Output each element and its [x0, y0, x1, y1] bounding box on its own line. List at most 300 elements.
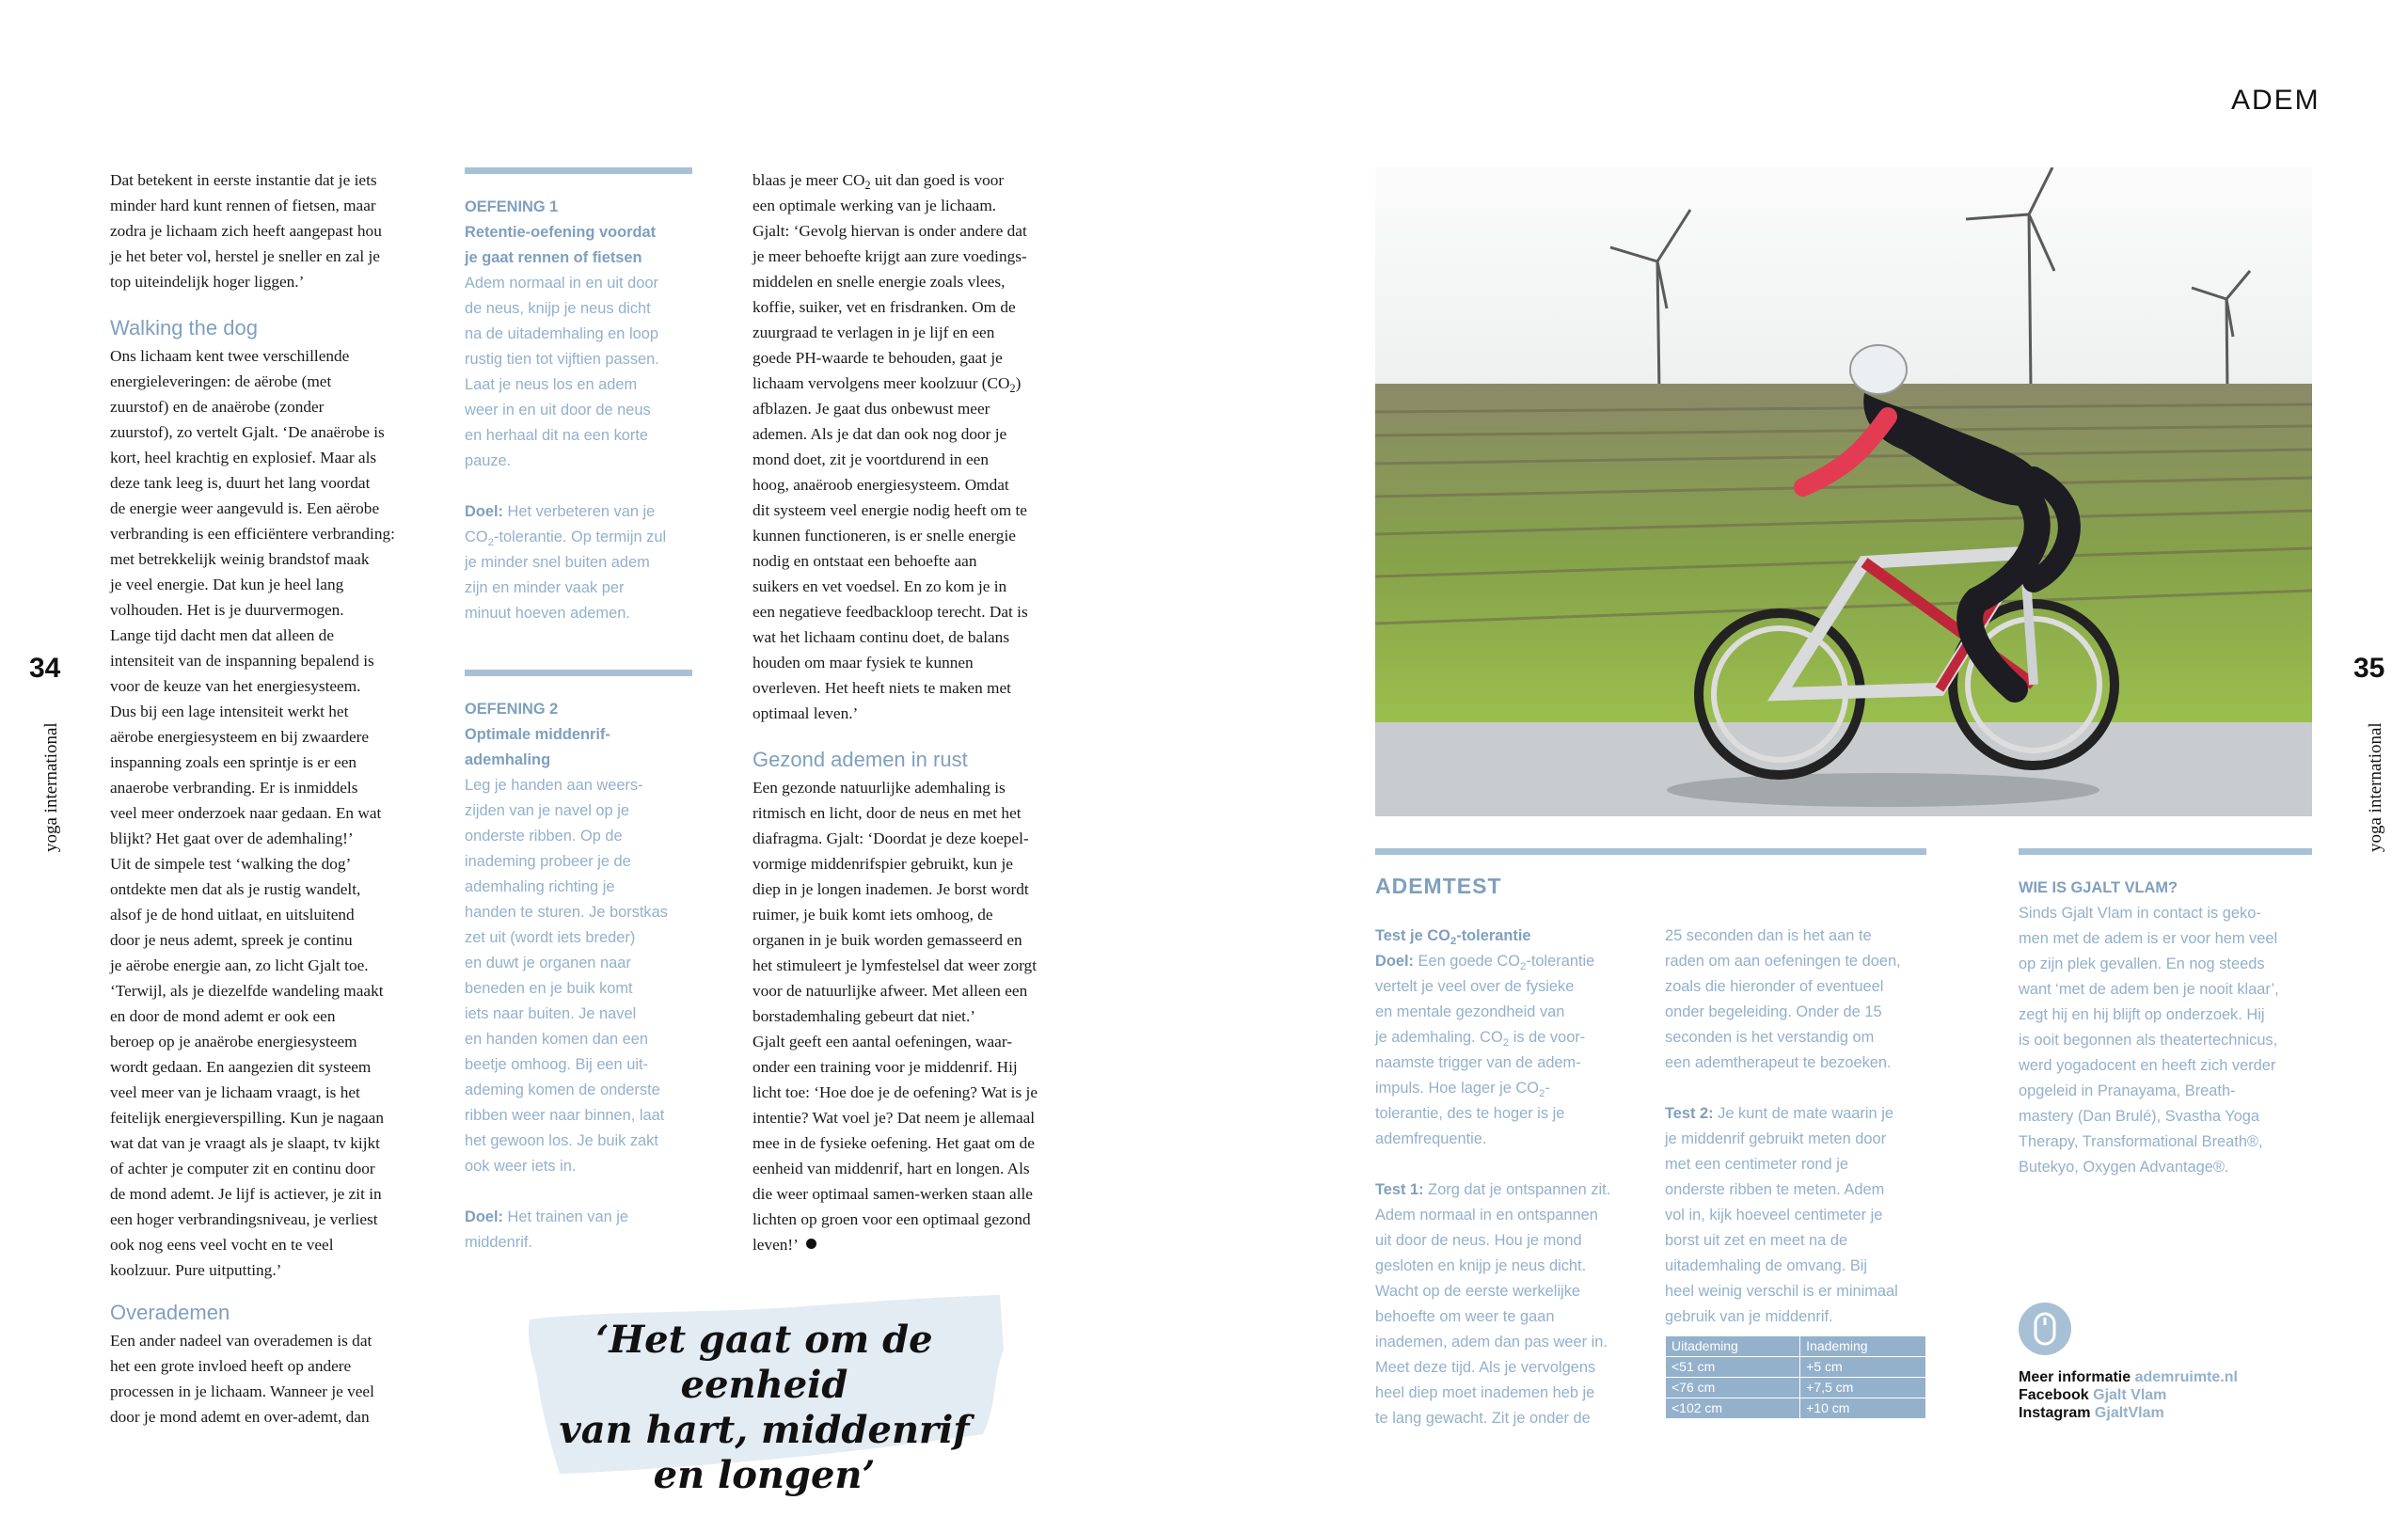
table-cell: +7,5 cm: [1800, 1378, 1926, 1398]
text-line: energieleveringen: de aërobe (met: [110, 372, 332, 390]
table-row: [1666, 1357, 1926, 1378]
test-2: [1665, 1101, 1938, 1330]
text-line: het een grote invloed heeft op andere: [110, 1357, 352, 1375]
test-2-line-text: gebruik van je middenrif.: [1665, 1308, 1833, 1325]
exercise-title-line: Retentie-oefening voordat: [465, 224, 657, 241]
text-line: [752, 294, 1054, 320]
exercise-2-title: [465, 722, 692, 773]
pull-quote-line: van hart, middenrif: [559, 1408, 970, 1452]
test-2-line-text: onderste ribben te meten. Adem: [1665, 1181, 1885, 1198]
goal-line: [1375, 949, 1648, 974]
text-line: die weer optimaal samen-werken staan alle: [752, 1185, 1033, 1203]
table-header-cell: Inademing: [1800, 1336, 1926, 1357]
exercise-2-goal: [465, 1205, 692, 1256]
text-line: borstademhaling gebeurt dat niet.’: [752, 1007, 976, 1025]
text-line: intentie? Wat voel je? Dat neem je allemaal: [752, 1109, 1036, 1127]
text-line: je veel energie. Dat kun je heel lang: [110, 576, 344, 593]
test-2-line-text: heel weinig verschil is er minimaal: [1665, 1283, 1898, 1300]
text-line-segment: zuurgraad te verlagen in je lijf en een: [752, 324, 995, 341]
test-1-continued: [1665, 924, 1938, 1076]
text-line: vormige middenrifspier gebruikt, kun je: [752, 855, 1013, 873]
test-2-line-label: Test 2:: [1665, 1105, 1714, 1122]
exercise-text-line: na de uitademhaling en loop: [465, 325, 658, 342]
text-line: wordt gedaan. En aangezien dit systeem: [110, 1058, 372, 1076]
text-line: inspanning zoals een sprintje is er een: [110, 753, 357, 771]
ademtest-column-2: [1665, 924, 1938, 1419]
about-line: Sinds Gjalt Vlam in contact is geko-: [2019, 905, 2261, 922]
ademtest-column-1: [1375, 924, 1648, 1431]
test-text-line: 25 seconden dan is het aan te: [1665, 927, 1872, 944]
test-1-line: [1375, 1355, 1648, 1381]
test-2-line: [1665, 1101, 1938, 1127]
text-line: verbranding is een efficiëntere verbranding:: [110, 525, 395, 543]
goal-line-segment: is de voor-: [1509, 1029, 1586, 1046]
magazine-name-right: yoga international: [2366, 722, 2385, 852]
exercise-text-line: en herhaal dit na een korte: [465, 427, 649, 444]
test-2-line-text: uitademhaling de omvang. Bij: [1665, 1257, 1868, 1274]
goal-line-segment: tolerantie, des te hoger is je: [1375, 1105, 1565, 1122]
instagram-label: Instagram: [2019, 1405, 2091, 1421]
text-line: Dus bij een lage intensiteit werkt het: [110, 703, 349, 720]
facebook-line: [2019, 1386, 2312, 1404]
text-line: of achter je computer zit en continu door: [110, 1160, 375, 1177]
text-line: voor de natuurlijke afweer. Met alleen een: [752, 982, 1028, 1000]
text-line: door je neus ademt, spreek je continu: [110, 931, 353, 949]
text-line: beroep op je anaërobe energiesysteem: [110, 1033, 357, 1050]
exercise-1-goal-text-5: minuut hoeven ademen.: [465, 605, 630, 622]
intro-paragraph: [110, 167, 411, 294]
test-2-line-text: Je kunt de mate waarin je: [1713, 1105, 1893, 1122]
mouse-icon: [2019, 1303, 2071, 1355]
exercises-column: [465, 167, 692, 1256]
exercise-text-line: zijden van je navel op je: [465, 802, 629, 819]
text-line: aërobe energiesysteem en bij zwaardere: [110, 728, 370, 746]
test-heading-co: Test je CO: [1375, 927, 1450, 944]
exercise-text-line: en duwt je organen naar: [465, 955, 631, 971]
pull-quote-line: en longen’: [653, 1453, 876, 1497]
section-tag: ADEM: [2231, 85, 2321, 116]
text-line-segment: 2: [1009, 382, 1016, 395]
text-line: top uiteindelijk hoger liggen.’: [110, 273, 305, 291]
goal-line-segment: naamste trigger van de adem-: [1375, 1054, 1581, 1071]
test-1-line: [1375, 1228, 1648, 1254]
test-text-line: een ademtherapeut te bezoeken.: [1665, 1054, 1892, 1071]
text-line: organen in je buik worden gemasseerd en: [752, 931, 1022, 949]
more-info-label: Meer informatie: [2019, 1369, 2131, 1385]
test-2-line: [1665, 1203, 1938, 1228]
exercise-1-goal-text-3: je minder snel buiten adem: [465, 554, 650, 571]
exercise-text-line: het gewoon los. Je buik zakt: [465, 1132, 658, 1149]
exercise-title-line: ademhaling: [465, 751, 551, 768]
about-line: want ‘met de adem ben je nooit klaar’,: [2019, 981, 2279, 998]
text-line: [752, 345, 1054, 371]
text-line: [752, 244, 1054, 269]
test-1-line: [1375, 1203, 1648, 1228]
exercise-2-body: [465, 773, 692, 1179]
text-line: mee in de fysieke oefening. Het gaat om de: [752, 1134, 1035, 1152]
goal-line-segment: impuls. Hoe lager je CO: [1375, 1080, 1539, 1097]
test-1-line: [1375, 1304, 1648, 1330]
text-line: [752, 498, 1054, 523]
exercise-2-goal-text: Het trainen van je: [502, 1208, 629, 1225]
about-line: werd yogadocent en heeft zich verder: [2019, 1057, 2276, 1074]
instagram-line: [2019, 1404, 2312, 1422]
facebook-label: Facebook: [2019, 1387, 2089, 1403]
text-line: [752, 701, 1054, 726]
text-line: voor de keuze van het energiesysteem.: [110, 677, 361, 695]
walking-paragraph: [110, 343, 411, 1283]
text-line: leven!’: [752, 1232, 1054, 1257]
goal-line: [1375, 1000, 1648, 1025]
test-2-line-text: je middenrif gebruikt meten door: [1665, 1130, 1887, 1147]
goal-line: [1375, 1050, 1648, 1076]
text-line: ook nog eens veel vocht en te veel: [110, 1236, 334, 1254]
table-cell: +10 cm: [1800, 1398, 1926, 1419]
test-1-line: [1375, 1177, 1648, 1203]
test-goal: [1375, 949, 1648, 1152]
text-line: diafragma. Gjalt: ‘Doordat je deze koepel-: [752, 829, 1029, 847]
magazine-name-left: yoga international: [41, 722, 61, 852]
test-1-line-text: Wacht op de eerste werkelijke: [1375, 1283, 1581, 1300]
test-2-line-text: vol in, kijk hoeveel centimeter je: [1665, 1207, 1883, 1224]
text-line: zuurstof) en de anaërobe (zonder: [110, 398, 325, 416]
heading-overademen: Overademen: [110, 1301, 230, 1324]
text-line: een hoger verbrandingsniveau, je verliest: [110, 1210, 378, 1228]
text-line: [752, 650, 1054, 675]
goal-line: [1375, 1127, 1648, 1152]
text-line-segment: optimaal leven.’: [752, 704, 859, 722]
text-line: processen in je lichaam. Wanneer je veel: [110, 1382, 374, 1400]
end-mark-icon: [806, 1239, 816, 1249]
text-line: de energie weer aangevuld is. Een aërobe: [110, 499, 380, 517]
text-line-segment: houden om maar fysiek te kunnen: [752, 654, 974, 671]
text-line: [752, 193, 1054, 218]
test-1-line: [1375, 1254, 1648, 1279]
exercise-1-goal-text-2: -tolerantie. Op termijn zul: [493, 529, 667, 545]
text-line: [752, 421, 1054, 447]
exercise-1-goal-text: Het verbeteren van je: [502, 503, 656, 520]
text-line-segment: goede PH-waarde te behouden, gaat je: [752, 349, 1003, 367]
text-line: diep in je longen inademen. Je borst wordt: [752, 880, 1029, 898]
goal-line-segment: 2: [1519, 961, 1527, 972]
text-line: ontdekte men dat als je rustig wandelt,: [110, 880, 361, 898]
test-2-line: [1665, 1254, 1938, 1279]
about-line: opgeleid in Pranayama, Breath-: [2019, 1082, 2236, 1099]
column-3-paragraph-2: [752, 775, 1054, 1257]
exercise-text-line: zet uit (wordt iets breder): [465, 929, 636, 946]
text-line: de mond ademt. Je lijf is actiever, je zit in: [110, 1185, 382, 1203]
text-line: volhouden. Het is je duurvermogen.: [110, 601, 344, 619]
test-1-line-text: uit door de neus. Hou je mond: [1375, 1232, 1582, 1249]
text-line: minder hard kunt rennen of fietsen, maar: [110, 197, 376, 214]
test-2-line-text: borst uit zet en meet na de: [1665, 1232, 1848, 1249]
about-line: men met de adem is er voor hem veel: [2019, 930, 2278, 947]
goal-line: [1375, 1076, 1648, 1101]
text-line: [752, 675, 1054, 701]
table-cell: +5 cm: [1800, 1357, 1926, 1378]
goal-line-segment: Een goede CO: [1413, 953, 1520, 970]
text-line: [752, 523, 1054, 548]
exercise-2-rule: [465, 670, 692, 676]
exercise-2-goal-text-2: middenrif.: [465, 1234, 532, 1251]
text-line-segment: nodig en ontstaat een behoefte aan: [752, 552, 977, 570]
exercise-1-body: [465, 271, 692, 474]
exercise-text-line: handen te sturen. Je borstkas: [465, 904, 668, 921]
test-text-line: onder begeleiding. Onder de 15: [1665, 1003, 1882, 1020]
table-row: [1666, 1398, 1926, 1419]
exercise-text-line: inademing probeer je de: [465, 853, 631, 870]
about-line: Butekyo, Oxygen Advantage®.: [2019, 1159, 2229, 1176]
test-1: [1375, 1177, 1648, 1431]
cyclist-illustration: [1375, 167, 2312, 816]
text-line: zodra je lichaam zich heeft aangepast hou: [110, 222, 382, 240]
goal-line-label: Doel:: [1375, 953, 1414, 970]
test-text-line: zoals die hieronder of eventueel: [1665, 978, 1884, 995]
overademen-paragraph: [110, 1328, 411, 1429]
text-line: [752, 472, 1054, 498]
exercise-1-label: OEFENING 1: [465, 198, 559, 215]
text-line: kort, heel krachtig en explosief. Maar als: [110, 449, 377, 466]
exercise-2-goal-label: Doel:: [465, 1208, 503, 1225]
test-1-line-text: te lang gewacht. Zit je onder de: [1375, 1410, 1591, 1427]
text-line: Een ander nadeel van overademen is dat: [110, 1332, 372, 1350]
exercise-title-line: je gaat rennen of fietsen: [465, 249, 642, 266]
exercise-1-goal-text-4: zijn en minder vaak per: [465, 579, 625, 596]
exercise-text-line: pauze.: [465, 452, 512, 469]
text-line: lichten op groen voor een optimaal gezond: [752, 1210, 1031, 1228]
test-1-line: [1375, 1279, 1648, 1304]
text-line: deze tank leeg is, duurt het lang voordat: [110, 474, 371, 492]
goal-line-segment: je ademhaling. CO: [1375, 1029, 1503, 1046]
text-line-segment: mond doet, zit je voortdurend in een: [752, 450, 989, 468]
test-1-line-text: Meet deze tijd. Als je vervolgens: [1375, 1359, 1596, 1376]
text-line: je aërobe energie aan, zo licht Gjalt toe.: [110, 956, 369, 974]
text-line: Gjalt geeft een aantal oefeningen, waar-: [752, 1033, 1013, 1050]
goal-line-segment: -tolerantie: [1526, 953, 1595, 970]
exercise-text-line: en handen komen dan een: [465, 1031, 649, 1048]
exercise-text-line: ribben weer naar binnen, laat: [465, 1107, 665, 1124]
heading-gezond-ademen: Gezond ademen in rust: [752, 748, 968, 771]
exercise-text-line: beneden en je buik komt: [465, 980, 633, 997]
text-line: anaerobe verbranding. Er is inmiddels: [110, 779, 358, 797]
text-line: [752, 269, 1054, 294]
goal-line-segment: vertelt je veel over de fysieke: [1375, 978, 1575, 995]
exercise-2-label: OEFENING 2: [465, 701, 559, 718]
test-1-line-text: Zorg dat je ontspannen zit.: [1423, 1181, 1611, 1198]
more-info-line: [2019, 1368, 2312, 1386]
text-line: [752, 320, 1054, 345]
text-line-segment: lichaam vervolgens meer koolzuur (CO: [752, 374, 1010, 392]
exercise-text-line: ademhaling richting je: [465, 878, 615, 895]
test-heading-sub: 2: [1450, 936, 1457, 947]
text-line-segment: ): [1015, 374, 1022, 392]
about-line: mastery (Dan Brulé), Svastha Yoga: [2019, 1108, 2260, 1125]
text-line-segment: overleven. Het heeft niets te maken met: [752, 679, 1011, 697]
text-line: veel meer onderzoek naar gedaan. En wat: [110, 804, 382, 822]
exercise-text-line: ademing komen de onderste: [465, 1082, 660, 1098]
text-line: zuurstof), zo vertelt Gjalt. ‘De anaërobe is: [110, 423, 385, 441]
text-line: licht toe: ‘Hoe doe je de oefening? Wat is je: [752, 1083, 1038, 1101]
goal-line: [1375, 1025, 1648, 1050]
about-line: op zijn plek gevallen. En nog steeds: [2019, 956, 2265, 972]
exercise-1-rule: [465, 167, 692, 174]
text-line-segment: een optimale werking van je lichaam.: [752, 197, 997, 214]
goal-line-segment: -: [1545, 1080, 1550, 1097]
goal-line: [1375, 1101, 1648, 1127]
text-line: [752, 371, 1054, 396]
table-cell: <51 cm: [1666, 1357, 1800, 1378]
text-line: wat dat van je vraagt als je slaapt, tv kijkt: [110, 1134, 380, 1152]
text-line: [752, 396, 1054, 421]
test-2-line: [1665, 1228, 1938, 1254]
text-line: [752, 574, 1054, 599]
about-title: WIE IS GJALT VLAM?: [2019, 879, 2178, 896]
text-line-segment: hoog, anaëroob energiesysteem. Omdat: [752, 476, 1009, 494]
text-line: [752, 167, 1054, 193]
text-line-segment: blaas je meer CO: [752, 171, 865, 189]
text-line: intensiteit van de inspanning bepalend is: [110, 652, 374, 670]
table-row: [1666, 1378, 1926, 1398]
article-column-3: [752, 167, 1054, 1257]
text-line: Dat betekent in eerste instantie dat je iets: [110, 171, 377, 189]
page-number-right: 35: [2353, 653, 2385, 684]
text-line: koolzuur. Pure uitputting.’: [110, 1261, 282, 1279]
test-2-line: [1665, 1304, 1938, 1330]
goal-line: [1375, 974, 1648, 1000]
about-line: zegt hij en hij blijft op onderzoek. Hij: [2019, 1006, 2265, 1023]
text-line: met betrekkelijk weinig brandstof maak: [110, 550, 370, 568]
exercise-text-line: onderste ribben. Op de: [465, 828, 623, 845]
exercise-text-line: Leg je handen aan weers-: [465, 777, 643, 794]
text-line: [752, 447, 1054, 472]
exercise-text-line: ook weer iets in.: [465, 1158, 577, 1175]
text-line: Lange tijd dacht men dat alleen de: [110, 626, 334, 644]
pull-quote: [522, 1293, 1006, 1497]
test-1-line: [1375, 1406, 1648, 1431]
text-line: je het beter vol, herstel je sneller en zal je: [110, 247, 380, 265]
exercise-text-line: Laat je neus los en adem: [465, 376, 638, 393]
test-2-line-text: met een centimeter rond je: [1665, 1156, 1848, 1173]
test-1-line-text: heel diep moet inademen heb je: [1375, 1384, 1595, 1401]
about-line: Therapy, Transformational Breath®,: [2019, 1133, 2263, 1150]
table-header-row: [1666, 1336, 1926, 1357]
test-2-line: [1665, 1152, 1938, 1177]
about-text: [2019, 901, 2312, 1180]
ademtest-title: ADEMTEST: [1375, 874, 1502, 898]
text-line: ruimer, je buik komt iets omhoog, de: [752, 906, 993, 924]
text-line: Ons lichaam kent twee verschillende: [110, 347, 350, 365]
text-line: het stimuleert je lymfestelsel dat weer zorgt: [752, 956, 1037, 974]
text-line: Uit de simpele test ‘walking the dog’: [110, 855, 352, 873]
article-column-1: [110, 167, 411, 1429]
heading-walking-the-dog: Walking the dog: [110, 316, 258, 340]
text-line: feitelijk energieverspilling. Kun je nagaan: [110, 1109, 384, 1127]
text-line-segment: een negatieve feedbackloop terecht. Dat is: [752, 603, 1028, 621]
text-line-segment: middelen en snelle energie zoals vlees,: [752, 273, 1006, 291]
goal-line-segment: 2: [1539, 1088, 1545, 1099]
about-line: is ooit begonnen als theatertechnicus,: [2019, 1032, 2278, 1049]
test-2-line: [1665, 1177, 1938, 1203]
exercise-1-goal-sub: 2: [487, 537, 494, 548]
facebook-link[interactable]: Gjalt Vlam: [2093, 1387, 2167, 1403]
text-line-segment: ademen. Als je dat dan ook nog door je: [752, 425, 1007, 443]
text-line: en door de mond ademt er ook een: [110, 1007, 336, 1025]
text-line-segment: koffie, suiker, vet en frisdranken. Om de: [752, 298, 1016, 316]
text-line-segment: uit dan goed is voor: [870, 171, 1005, 189]
text-line: blijkt? Het gaat over de ademhaling!’: [110, 829, 354, 847]
test-1-line: [1375, 1330, 1648, 1355]
text-line-segment: je meer behoefte krijgt aan zure voedings-: [752, 247, 1027, 265]
pull-quote-line: ‘Het gaat om de eenheid: [595, 1318, 933, 1407]
test-1-line: [1375, 1381, 1648, 1406]
exercise-1-goal-label: Doel:: [465, 503, 503, 520]
test-text-line: raden om aan oefeningen te doen,: [1665, 953, 1901, 970]
exercise-text-line: weer in en uit door de neus: [465, 402, 651, 419]
text-line-segment: afblazen. Je gaat dus onbewust meer: [752, 400, 990, 418]
measurement-table: [1665, 1335, 1926, 1419]
text-line: Een gezonde natuurlijke ademhaling is: [752, 779, 1006, 797]
text-line-segment: suikers en vet voedsel. En zo kom je in: [752, 577, 1007, 595]
text-line-segment: Gjalt: ‘Gevolg hiervan is onder andere dat: [752, 222, 1027, 240]
text-line: [752, 218, 1054, 244]
more-info-link[interactable]: ademruimte.nl: [2134, 1369, 2238, 1385]
exercise-1: [465, 195, 692, 626]
test-1-line-text: Adem normaal in en ontspannen: [1375, 1207, 1598, 1224]
test-2-line: [1665, 1279, 1938, 1304]
text-line: onder een training voor je middenrif. Hij: [752, 1058, 1018, 1076]
table-cell: <102 cm: [1666, 1398, 1800, 1419]
cyclist-photo: [1375, 167, 2312, 816]
exercise-text-line: de neus, knijp je neus dicht: [465, 300, 651, 317]
text-line: [752, 599, 1054, 624]
text-line-segment: 2: [864, 179, 871, 192]
column-3-paragraph-1: [752, 167, 1054, 726]
exercise-text-line: iets naar buiten. Je navel: [465, 1005, 637, 1022]
about-box: [2019, 848, 2312, 1422]
exercise-text-line: Adem normaal in en uit door: [465, 275, 658, 292]
test-heading: [1375, 924, 1648, 949]
text-line-segment: wat het lichaam continu doet, de balans: [752, 628, 1010, 646]
text-line: ‘Terwijl, als je diezelfde wandeling maakt: [110, 982, 384, 1000]
test-1-line-text: gesloten en knijp je neus dicht.: [1375, 1257, 1587, 1274]
text-line: [752, 548, 1054, 574]
text-line: alsof je de hond uitlaat, en uitsluitend: [110, 906, 355, 924]
exercise-1-goal-co: CO: [465, 529, 488, 545]
goal-line-segment: en mentale gezondheid van: [1375, 1003, 1565, 1020]
test-2-line: [1665, 1127, 1938, 1152]
test-heading-rest: -tolerantie: [1456, 927, 1531, 944]
instagram-link[interactable]: GjaltVlam: [2094, 1405, 2164, 1421]
text-line: veel meer van je lichaam vraagt, is het: [110, 1083, 360, 1101]
text-line-segment: kunnen functioneren, is er snelle energie: [752, 527, 1016, 545]
pull-quote-text: [522, 1318, 1006, 1498]
ademtest-box: [1375, 848, 1926, 899]
exercise-1-title: [465, 220, 692, 271]
text-line-segment: dit systeem veel energie nodig heeft om te: [752, 501, 1027, 519]
goal-line-segment: 2: [1502, 1037, 1510, 1049]
test-1-line-text: inademen, adem dan pas weer in.: [1375, 1334, 1608, 1350]
exercise-text-line: beetje omhoog. Bij een uit-: [465, 1056, 648, 1073]
exercise-text-line: rustig tien tot vijftien passen.: [465, 351, 659, 368]
ademtest-rule: [1375, 848, 1926, 855]
exercise-title-line: Optimale middenrif-: [465, 726, 610, 743]
about-rule: [2019, 848, 2312, 855]
table-header-cell: Uitademing: [1666, 1336, 1800, 1357]
exercise-2: [465, 697, 692, 1256]
page-number-left: 34: [29, 653, 61, 684]
exercise-1-goal: [465, 499, 692, 626]
test-1-line-label: Test 1:: [1375, 1181, 1424, 1198]
